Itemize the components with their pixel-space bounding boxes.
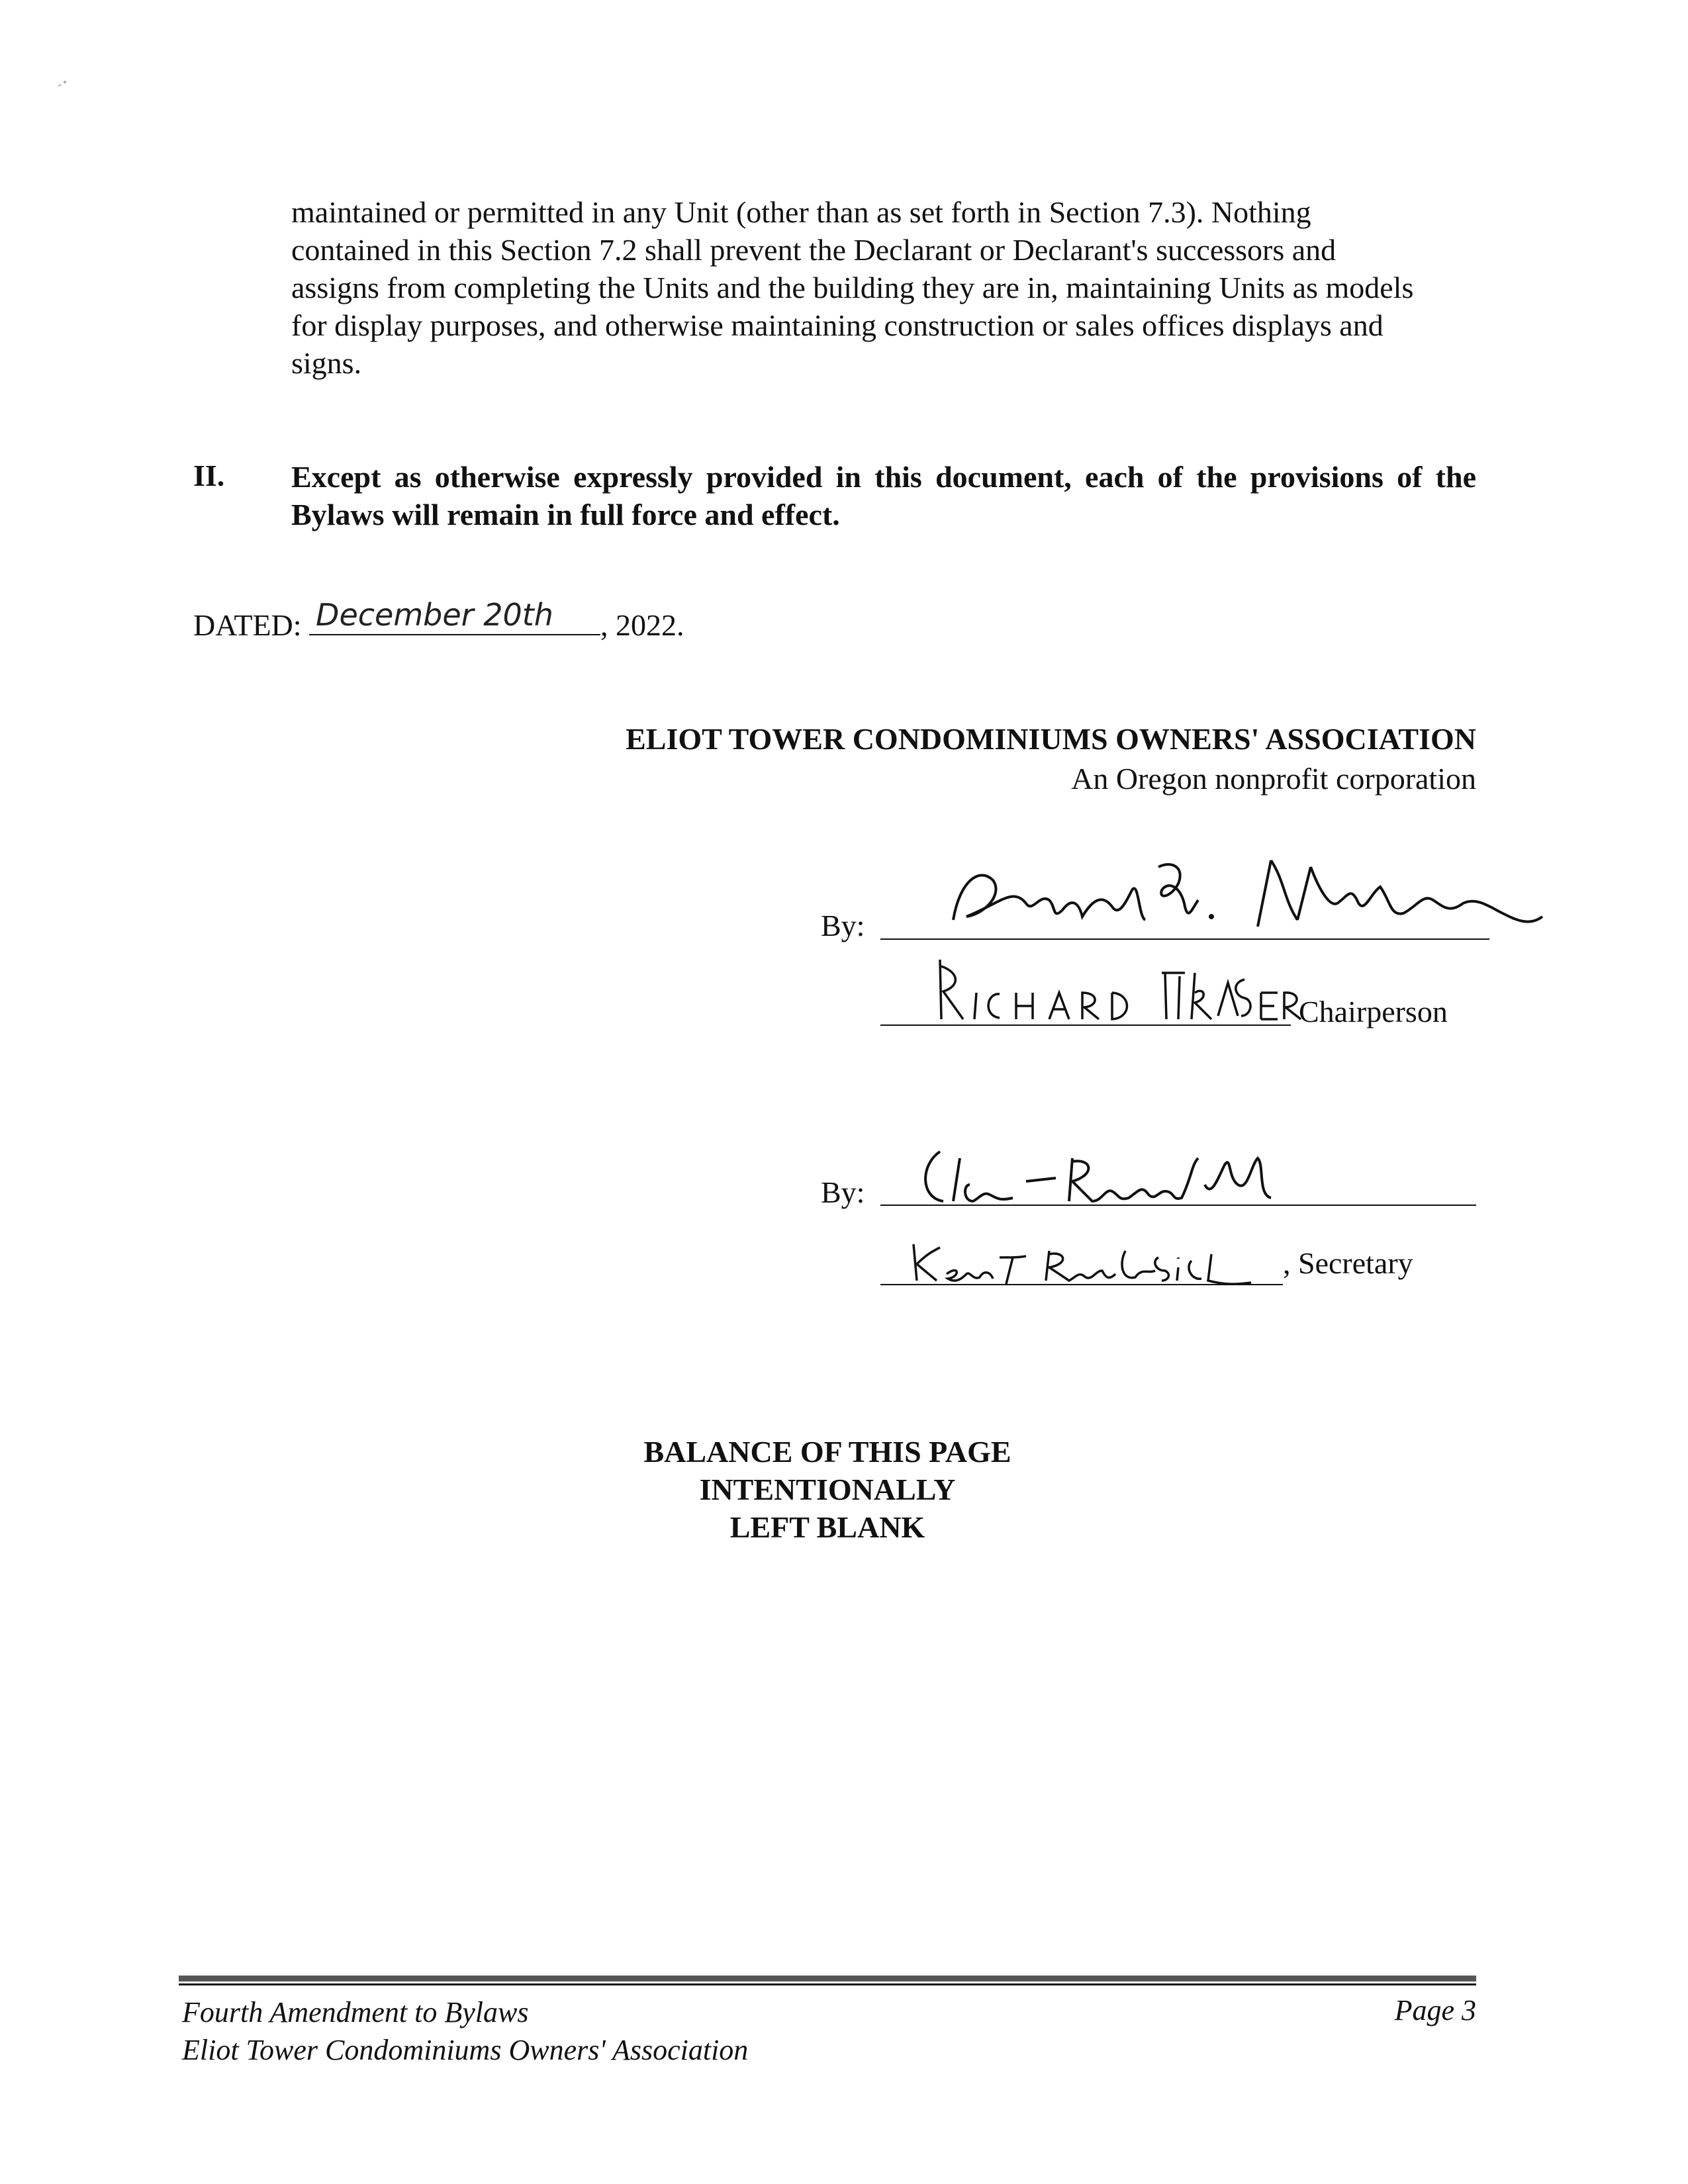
dated-line — [193, 597, 684, 643]
association-subtitle: An Oregon nonprofit corporation — [1071, 762, 1476, 796]
body-paragraph — [291, 193, 1476, 382]
secretary-signature — [914, 1138, 1337, 1211]
paragraph-line: signs. — [291, 346, 362, 380]
balance-line: INTENTIONALLY — [699, 1473, 956, 1506]
balance-note — [530, 1433, 1125, 1546]
section-text: Except as otherwise expressly provided in this document, each of the provisions of the Bylaws will remain in full force and effect. — [291, 460, 1476, 531]
scan-marks — [53, 26, 79, 93]
paragraph-line: contained in this Section 7.2 shall prevent the Declarant or Declarant's successors and — [291, 233, 1336, 267]
footer-rule — [179, 1976, 1476, 1981]
dated-label: DATED: — [193, 608, 302, 642]
footer-line: Eliot Tower Condominiums Owners' Association — [182, 2034, 749, 2066]
dated-year: , 2022. — [600, 608, 684, 642]
footer-rule — [179, 1983, 1476, 1985]
secretary-printed-handwriting — [907, 1231, 1317, 1291]
chairperson-signature — [940, 841, 1575, 946]
page-number: Page 3 — [1394, 1994, 1476, 2026]
balance-line: BALANCE OF THIS PAGE — [643, 1435, 1011, 1469]
date-blank — [309, 597, 600, 635]
secretary-title: , Secretary — [1283, 1246, 1413, 1280]
by-label: By: — [821, 1175, 865, 1209]
association-name: ELIOT TOWER CONDOMINIUMS OWNERS' ASSOCIATION — [626, 722, 1476, 756]
paragraph-line: for display purposes, and otherwise maintaining construction or sales offices displays and — [291, 308, 1383, 342]
paragraph-line: maintained or permitted in any Unit (other than as set forth in Section 7.3). Nothing — [291, 195, 1311, 229]
by-label: By: — [821, 909, 865, 942]
footer-line: Fourth Amendment to Bylaws — [182, 1996, 529, 2028]
chairperson-printed-handwriting — [933, 953, 1357, 1026]
chairperson-title: Chairperson — [1299, 995, 1448, 1028]
footer-document-title — [182, 1993, 748, 2069]
balance-line: LEFT BLANK — [729, 1510, 925, 1544]
handwritten-date: December 20th — [316, 597, 553, 633]
section-number: II. — [193, 459, 225, 492]
paragraph-line: assigns from completing the Units and the building they are in, maintaining Units as models — [291, 271, 1414, 304]
